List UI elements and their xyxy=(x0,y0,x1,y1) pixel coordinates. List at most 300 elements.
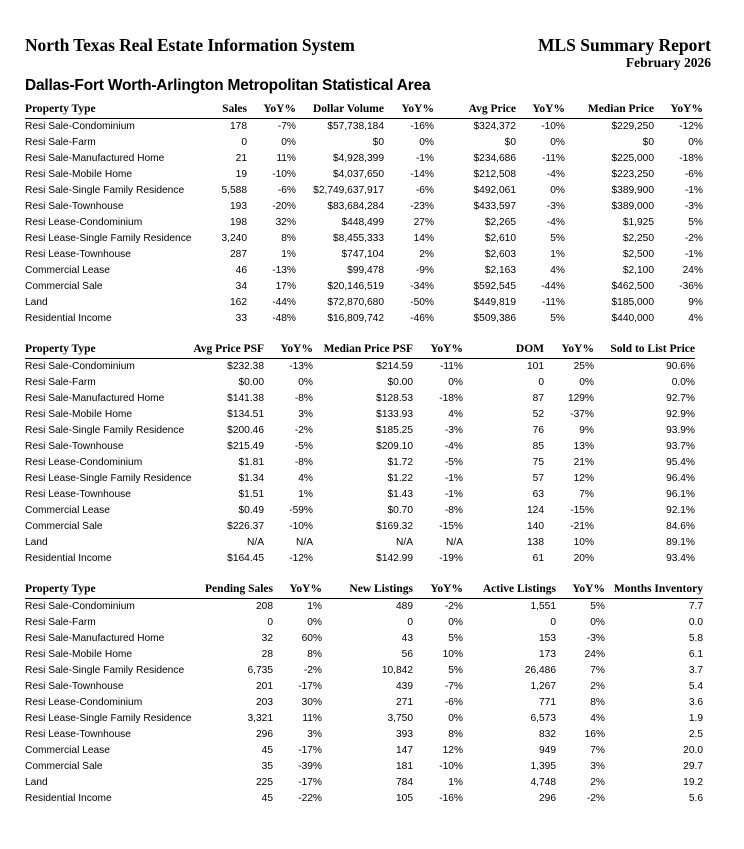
cell-property-type: Resi Lease-Single Family Residence xyxy=(25,233,192,244)
cell-property-type: Resi Sale-Farm xyxy=(25,137,96,148)
cell-avg-price-psf-yoy: -8% xyxy=(294,393,313,404)
cell-avg-price-psf: $200.46 xyxy=(227,425,264,436)
cell-pending-sales-yoy: 0% xyxy=(307,617,322,628)
column-header-property-type: Property Type xyxy=(25,103,96,115)
cell-new-listings: 0 xyxy=(407,617,413,628)
cell-dollar-volume: $16,809,742 xyxy=(327,313,384,324)
cell-sales-yoy: 11% xyxy=(276,153,296,164)
cell-pending-sales: 203 xyxy=(256,697,273,708)
cell-median-price-psf-yoy: -8% xyxy=(444,505,463,516)
cell-active-listings: 6,573 xyxy=(530,713,556,724)
cell-median-price-psf: $214.59 xyxy=(376,361,413,372)
cell-sold-to-list-price: 89.1% xyxy=(666,537,695,548)
cell-avg-price-psf: $232.38 xyxy=(227,361,264,372)
cell-dom-yoy: 7% xyxy=(579,489,594,500)
cell-avg-price-psf: $0.00 xyxy=(238,377,264,388)
cell-avg-price-yoy: -11% xyxy=(541,297,565,308)
cell-pending-sales: 0 xyxy=(267,617,273,628)
cell-sales: 0 xyxy=(241,137,247,148)
report-date: February 2026 xyxy=(625,55,711,70)
cell-avg-price: $234,686 xyxy=(473,153,516,164)
cell-active-listings: 832 xyxy=(539,729,556,740)
cell-median-price-yoy: -36% xyxy=(679,281,703,292)
column-header-avg-price-psf-yoy: YoY% xyxy=(280,343,313,355)
table-row xyxy=(0,680,744,696)
cell-active-listings-yoy: 7% xyxy=(590,665,605,676)
cell-avg-price-yoy: 5% xyxy=(550,313,565,324)
cell-new-listings-yoy: 8% xyxy=(448,729,463,740)
cell-sold-to-list-price: 0.0% xyxy=(671,377,695,388)
cell-median-price: $462,500 xyxy=(611,281,654,292)
cell-active-listings-yoy: 0% xyxy=(590,617,605,628)
cell-dollar-volume: $83,684,284 xyxy=(327,201,384,212)
organization-title: North Texas Real Estate Information System xyxy=(25,35,355,55)
cell-new-listings-yoy: 5% xyxy=(448,665,463,676)
cell-median-price-yoy: 24% xyxy=(682,265,703,276)
cell-sales: 193 xyxy=(230,201,247,212)
cell-property-type: Land xyxy=(25,777,48,788)
cell-property-type: Commercial Lease xyxy=(25,265,110,276)
cell-months-inventory: 3.6 xyxy=(688,697,703,708)
cell-property-type: Resi Sale-Manufactured Home xyxy=(25,633,165,644)
cell-median-price-yoy: 4% xyxy=(688,313,703,324)
cell-median-price-psf-yoy: -15% xyxy=(439,521,463,532)
table-row xyxy=(0,408,744,424)
cell-sold-to-list-price: 93.7% xyxy=(666,441,695,452)
cell-dollar-volume-yoy: -6% xyxy=(415,185,434,196)
cell-active-listings: 1,267 xyxy=(530,681,556,692)
cell-median-price-yoy: -3% xyxy=(684,201,703,212)
cell-dollar-volume: $747,104 xyxy=(341,249,384,260)
cell-avg-price-psf-yoy: 3% xyxy=(298,409,313,420)
cell-median-price-psf: $142.99 xyxy=(376,553,413,564)
column-header-dom-yoy: YoY% xyxy=(561,343,594,355)
cell-avg-price-psf: $141.38 xyxy=(227,393,264,404)
table-row xyxy=(0,360,744,376)
cell-pending-sales: 6,735 xyxy=(247,665,273,676)
table-row xyxy=(0,504,744,520)
cell-property-type: Resi Lease-Townhouse xyxy=(25,729,131,740)
column-header-sales: Sales xyxy=(222,103,247,115)
cell-active-listings-yoy: 4% xyxy=(590,713,605,724)
cell-property-type: Resi Sale-Manufactured Home xyxy=(25,393,165,404)
cell-dom-yoy: -37% xyxy=(570,409,594,420)
cell-median-price-yoy: 0% xyxy=(688,137,703,148)
cell-property-type: Resi Lease-Condominium xyxy=(25,217,143,228)
cell-avg-price: $0 xyxy=(504,137,516,148)
cell-active-listings: 0 xyxy=(550,617,556,628)
cell-new-listings-yoy: 0% xyxy=(448,617,463,628)
cell-new-listings-yoy: -6% xyxy=(444,697,463,708)
cell-sales: 198 xyxy=(230,217,247,228)
table-row xyxy=(0,648,744,664)
cell-property-type: Resi Sale-Single Family Residence xyxy=(25,425,185,436)
cell-avg-price-psf-yoy: 1% xyxy=(298,489,313,500)
cell-sold-to-list-price: 93.9% xyxy=(666,425,695,436)
column-header-active-listings: Active Listings xyxy=(482,583,556,595)
cell-new-listings: 105 xyxy=(396,793,413,804)
cell-active-listings-yoy: 2% xyxy=(590,681,605,692)
cell-new-listings-yoy: -16% xyxy=(439,793,463,804)
cell-dollar-volume: $72,870,680 xyxy=(327,297,384,308)
table-row xyxy=(0,184,744,200)
cell-dom: 61 xyxy=(532,553,544,564)
report-title: MLS Summary Report xyxy=(537,35,711,55)
cell-avg-price-psf: N/A xyxy=(247,537,264,548)
cell-avg-price-psf-yoy: 0% xyxy=(298,377,313,388)
cell-avg-price: $324,372 xyxy=(473,121,516,132)
table-row xyxy=(0,520,744,536)
cell-new-listings: 10,842 xyxy=(381,665,413,676)
column-header-pending-sales: Pending Sales xyxy=(204,583,273,595)
cell-dollar-volume-yoy: -16% xyxy=(410,121,434,132)
column-header-avg-price-yoy: YoY% xyxy=(532,103,565,115)
cell-sold-to-list-price: 92.7% xyxy=(666,393,695,404)
table-row xyxy=(0,376,744,392)
header-rule xyxy=(25,118,703,119)
cell-pending-sales-yoy: 1% xyxy=(307,601,322,612)
cell-avg-price: $433,597 xyxy=(473,201,516,212)
cell-avg-price-psf-yoy: -2% xyxy=(294,425,313,436)
cell-median-price-yoy: -6% xyxy=(684,169,703,180)
table-row xyxy=(0,152,744,168)
cell-avg-price-yoy: -3% xyxy=(546,201,565,212)
cell-dollar-volume-yoy: -23% xyxy=(410,201,434,212)
cell-months-inventory: 5.8 xyxy=(688,633,703,644)
cell-property-type: Land xyxy=(25,297,48,308)
cell-dom-yoy: 0% xyxy=(579,377,594,388)
cell-new-listings-yoy: 0% xyxy=(448,713,463,724)
cell-new-listings: 56 xyxy=(401,649,413,660)
cell-active-listings-yoy: 2% xyxy=(590,777,605,788)
cell-median-price-psf: $128.53 xyxy=(376,393,413,404)
cell-median-price-psf-yoy: -19% xyxy=(439,553,463,564)
cell-dom-yoy: -15% xyxy=(570,505,594,516)
cell-pending-sales-yoy: 60% xyxy=(301,633,322,644)
cell-avg-price-psf: $1.81 xyxy=(238,457,264,468)
cell-avg-price: $212,508 xyxy=(473,169,516,180)
cell-sales: 178 xyxy=(230,121,247,132)
cell-property-type: Resi Sale-Farm xyxy=(25,617,96,628)
table-row xyxy=(0,632,744,648)
cell-median-price-psf-yoy: -1% xyxy=(444,489,463,500)
cell-property-type: Commercial Sale xyxy=(25,761,103,772)
cell-property-type: Resi Sale-Condominium xyxy=(25,361,135,372)
column-header-median-price-psf-yoy: YoY% xyxy=(430,343,463,355)
cell-pending-sales-yoy: 8% xyxy=(307,649,322,660)
cell-pending-sales: 32 xyxy=(261,633,273,644)
column-header-avg-price: Avg Price xyxy=(468,103,516,115)
cell-avg-price: $449,819 xyxy=(473,297,516,308)
cell-sales-yoy: 8% xyxy=(281,233,296,244)
cell-active-listings-yoy: 8% xyxy=(590,697,605,708)
cell-dollar-volume: $4,928,399 xyxy=(333,153,384,164)
table-row xyxy=(0,440,744,456)
cell-dom: 0 xyxy=(538,377,544,388)
cell-pending-sales: 35 xyxy=(261,761,273,772)
cell-sold-to-list-price: 90.6% xyxy=(666,361,695,372)
table-row xyxy=(0,136,744,152)
table-row xyxy=(0,488,744,504)
cell-new-listings-yoy: -7% xyxy=(444,681,463,692)
cell-avg-price-psf: $134.51 xyxy=(227,409,264,420)
cell-new-listings-yoy: -10% xyxy=(439,761,463,772)
cell-new-listings: 271 xyxy=(396,697,413,708)
column-header-median-price: Median Price xyxy=(587,103,654,115)
cell-avg-price-yoy: -11% xyxy=(541,153,565,164)
cell-avg-price-yoy: 0% xyxy=(550,185,565,196)
column-header-median-price-psf: Median Price PSF xyxy=(323,343,413,355)
cell-property-type: Resi Lease-Condominium xyxy=(25,697,143,708)
cell-sales: 19 xyxy=(235,169,247,180)
cell-active-listings: 771 xyxy=(539,697,556,708)
cell-pending-sales: 201 xyxy=(256,681,273,692)
cell-median-price-psf-yoy: -3% xyxy=(444,425,463,436)
cell-avg-price-psf: $0.49 xyxy=(238,505,264,516)
cell-sales-yoy: 1% xyxy=(281,249,296,260)
table-row xyxy=(0,264,744,280)
cell-dom-yoy: 129% xyxy=(567,393,594,404)
table-row xyxy=(0,552,744,568)
column-header-sold-to-list-price: Sold to List Price xyxy=(610,343,695,355)
cell-property-type: Commercial Lease xyxy=(25,745,110,756)
cell-avg-price-psf: $1.34 xyxy=(238,473,264,484)
cell-property-type: Resi Lease-Condominium xyxy=(25,457,143,468)
cell-avg-price-psf-yoy: -59% xyxy=(289,505,313,516)
cell-dom-yoy: 9% xyxy=(579,425,594,436)
cell-avg-price-yoy: 4% xyxy=(550,265,565,276)
cell-sales-yoy: -20% xyxy=(272,201,296,212)
cell-dollar-volume: $99,478 xyxy=(347,265,384,276)
cell-median-price-psf: $1.22 xyxy=(387,473,413,484)
cell-median-price: $389,900 xyxy=(611,185,654,196)
cell-new-listings-yoy: 5% xyxy=(448,633,463,644)
cell-avg-price: $509,386 xyxy=(473,313,516,324)
cell-dollar-volume-yoy: 27% xyxy=(413,217,434,228)
cell-new-listings: 784 xyxy=(396,777,413,788)
cell-new-listings: 181 xyxy=(396,761,413,772)
cell-median-price-psf-yoy: -1% xyxy=(444,473,463,484)
cell-pending-sales: 45 xyxy=(261,745,273,756)
cell-pending-sales-yoy: -17% xyxy=(298,681,322,692)
cell-sales-yoy: -48% xyxy=(272,313,296,324)
table-row xyxy=(0,216,744,232)
cell-months-inventory: 29.7 xyxy=(683,761,703,772)
cell-avg-price: $2,265 xyxy=(484,217,516,228)
cell-avg-price: $592,545 xyxy=(473,281,516,292)
column-header-pending-sales-yoy: YoY% xyxy=(289,583,322,595)
cell-dom-yoy: 12% xyxy=(573,473,594,484)
cell-active-listings: 153 xyxy=(539,633,556,644)
cell-dollar-volume-yoy: 0% xyxy=(419,137,434,148)
table-row xyxy=(0,296,744,312)
cell-dollar-volume: $448,499 xyxy=(341,217,384,228)
cell-months-inventory: 5.4 xyxy=(688,681,703,692)
cell-pending-sales-yoy: -17% xyxy=(298,745,322,756)
cell-median-price-yoy: 5% xyxy=(688,217,703,228)
cell-new-listings-yoy: 12% xyxy=(442,745,463,756)
cell-active-listings-yoy: 16% xyxy=(584,729,605,740)
cell-dom: 85 xyxy=(532,441,544,452)
cell-avg-price-psf-yoy: -13% xyxy=(289,361,313,372)
cell-median-price: $0 xyxy=(642,137,654,148)
table-row xyxy=(0,168,744,184)
cell-pending-sales: 296 xyxy=(256,729,273,740)
cell-dollar-volume-yoy: -1% xyxy=(415,153,434,164)
cell-median-price: $440,000 xyxy=(611,313,654,324)
cell-pending-sales: 3,321 xyxy=(247,713,273,724)
cell-sales: 5,588 xyxy=(221,185,247,196)
column-header-dom: DOM xyxy=(515,343,544,355)
column-header-sales-yoy: YoY% xyxy=(263,103,296,115)
cell-active-listings: 296 xyxy=(539,793,556,804)
cell-months-inventory: 2.5 xyxy=(688,729,703,740)
cell-avg-price: $2,163 xyxy=(484,265,516,276)
cell-dom: 101 xyxy=(527,361,544,372)
cell-pending-sales-yoy: 11% xyxy=(302,713,322,724)
cell-median-price-yoy: -1% xyxy=(684,249,703,260)
cell-new-listings-yoy: 1% xyxy=(448,777,463,788)
cell-sales-yoy: -6% xyxy=(277,185,296,196)
cell-property-type: Resi Lease-Single Family Residence xyxy=(25,473,192,484)
cell-dollar-volume-yoy: 2% xyxy=(419,249,434,260)
cell-avg-price-psf-yoy: N/A xyxy=(296,537,313,548)
column-header-active-listings-yoy: YoY% xyxy=(572,583,605,595)
cell-sales-yoy: -7% xyxy=(277,121,296,132)
cell-sales-yoy: -44% xyxy=(272,297,296,308)
cell-median-price: $2,250 xyxy=(622,233,654,244)
cell-property-type: Land xyxy=(25,537,48,548)
cell-property-type: Resi Sale-Townhouse xyxy=(25,201,124,212)
cell-active-listings: 173 xyxy=(539,649,556,660)
cell-avg-price-yoy: 5% xyxy=(550,233,565,244)
cell-median-price-psf: $185.25 xyxy=(376,425,413,436)
cell-sold-to-list-price: 92.9% xyxy=(666,409,695,420)
table-row xyxy=(0,312,744,328)
cell-sales: 287 xyxy=(230,249,247,260)
cell-pending-sales-yoy: 30% xyxy=(301,697,322,708)
cell-sold-to-list-price: 96.1% xyxy=(666,489,695,500)
cell-avg-price-psf: $164.45 xyxy=(227,553,264,564)
cell-new-listings: 147 xyxy=(396,745,413,756)
cell-median-price: $2,500 xyxy=(622,249,654,260)
cell-dollar-volume-yoy: -9% xyxy=(415,265,434,276)
cell-dollar-volume-yoy: -46% xyxy=(410,313,434,324)
cell-pending-sales-yoy: -2% xyxy=(303,665,322,676)
cell-median-price-psf: $0.70 xyxy=(387,505,413,516)
cell-property-type: Resi Sale-Condominium xyxy=(25,601,135,612)
cell-dollar-volume: $0 xyxy=(372,137,384,148)
cell-dom-yoy: 10% xyxy=(573,537,594,548)
table-row xyxy=(0,536,744,552)
cell-median-price-psf-yoy: -4% xyxy=(444,441,463,452)
cell-property-type: Resi Sale-Townhouse xyxy=(25,441,124,452)
cell-sales-yoy: -13% xyxy=(272,265,296,276)
cell-median-price-yoy: -1% xyxy=(684,185,703,196)
cell-property-type: Resi Sale-Condominium xyxy=(25,121,135,132)
cell-avg-price: $492,061 xyxy=(473,185,516,196)
cell-dom: 138 xyxy=(527,537,544,548)
cell-dom-yoy: 21% xyxy=(573,457,594,468)
cell-months-inventory: 20.0 xyxy=(683,745,703,756)
cell-avg-price-yoy: -44% xyxy=(541,281,565,292)
cell-dom: 124 xyxy=(527,505,544,516)
column-header-median-price-yoy: YoY% xyxy=(670,103,703,115)
table-row xyxy=(0,744,744,760)
cell-sales-yoy: 0% xyxy=(281,137,296,148)
cell-median-price-psf: $133.93 xyxy=(376,409,413,420)
cell-new-listings-yoy: -2% xyxy=(444,601,463,612)
cell-median-price: $2,100 xyxy=(622,265,654,276)
table-row xyxy=(0,472,744,488)
cell-sales: 34 xyxy=(235,281,247,292)
cell-dollar-volume: $8,455,333 xyxy=(333,233,384,244)
cell-active-listings: 1,395 xyxy=(530,761,556,772)
cell-dom: 75 xyxy=(532,457,544,468)
cell-active-listings-yoy: 3% xyxy=(590,761,605,772)
table-row xyxy=(0,424,744,440)
cell-active-listings-yoy: 7% xyxy=(590,745,605,756)
cell-dom: 76 xyxy=(532,425,544,436)
column-header-new-listings-yoy: YoY% xyxy=(430,583,463,595)
cell-sold-to-list-price: 92.1% xyxy=(666,505,695,516)
cell-months-inventory: 1.9 xyxy=(688,713,703,724)
cell-sold-to-list-price: 93.4% xyxy=(666,553,695,564)
cell-sales-yoy: 17% xyxy=(275,281,296,292)
cell-property-type: Resi Sale-Manufactured Home xyxy=(25,153,165,164)
cell-avg-price-psf-yoy: 4% xyxy=(298,473,313,484)
cell-sales: 46 xyxy=(235,265,247,276)
cell-median-price-psf: $0.00 xyxy=(387,377,413,388)
cell-avg-price-psf-yoy: -12% xyxy=(289,553,313,564)
cell-median-price-psf: $169.32 xyxy=(376,521,413,532)
cell-dom-yoy: -21% xyxy=(570,521,594,532)
cell-median-price-yoy: -18% xyxy=(679,153,703,164)
cell-dollar-volume-yoy: 14% xyxy=(413,233,434,244)
table-row xyxy=(0,760,744,776)
cell-active-listings: 26,486 xyxy=(524,665,556,676)
table-row xyxy=(0,232,744,248)
cell-sold-to-list-price: 84.6% xyxy=(666,521,695,532)
cell-dom: 140 xyxy=(527,521,544,532)
cell-dollar-volume-yoy: -50% xyxy=(410,297,434,308)
cell-median-price: $229,250 xyxy=(611,121,654,132)
cell-months-inventory: 5.6 xyxy=(688,793,703,804)
cell-active-listings-yoy: 24% xyxy=(584,649,605,660)
cell-sales: 21 xyxy=(235,153,247,164)
cell-avg-price: $2,603 xyxy=(484,249,516,260)
cell-sales: 162 xyxy=(230,297,247,308)
table-row xyxy=(0,456,744,472)
cell-property-type: Resi Lease-Townhouse xyxy=(25,249,131,260)
cell-avg-price-psf: $1.51 xyxy=(238,489,264,500)
cell-dom: 57 xyxy=(532,473,544,484)
table-row xyxy=(0,728,744,744)
cell-median-price-psf-yoy: -5% xyxy=(444,457,463,468)
table-row xyxy=(0,392,744,408)
column-header-property-type: Property Type xyxy=(25,343,96,355)
cell-dollar-volume: $20,146,519 xyxy=(327,281,384,292)
cell-property-type: Resi Sale-Mobile Home xyxy=(25,169,133,180)
column-header-dollar-volume: Dollar Volume xyxy=(312,103,384,115)
cell-dollar-volume: $4,037,650 xyxy=(333,169,384,180)
header-rule xyxy=(25,358,695,359)
cell-property-type: Resi Sale-Mobile Home xyxy=(25,649,133,660)
cell-dollar-volume: $57,738,184 xyxy=(327,121,384,132)
cell-sales: 3,240 xyxy=(221,233,247,244)
cell-median-price-psf: $209.10 xyxy=(376,441,413,452)
cell-median-price-psf-yoy: -11% xyxy=(439,361,463,372)
